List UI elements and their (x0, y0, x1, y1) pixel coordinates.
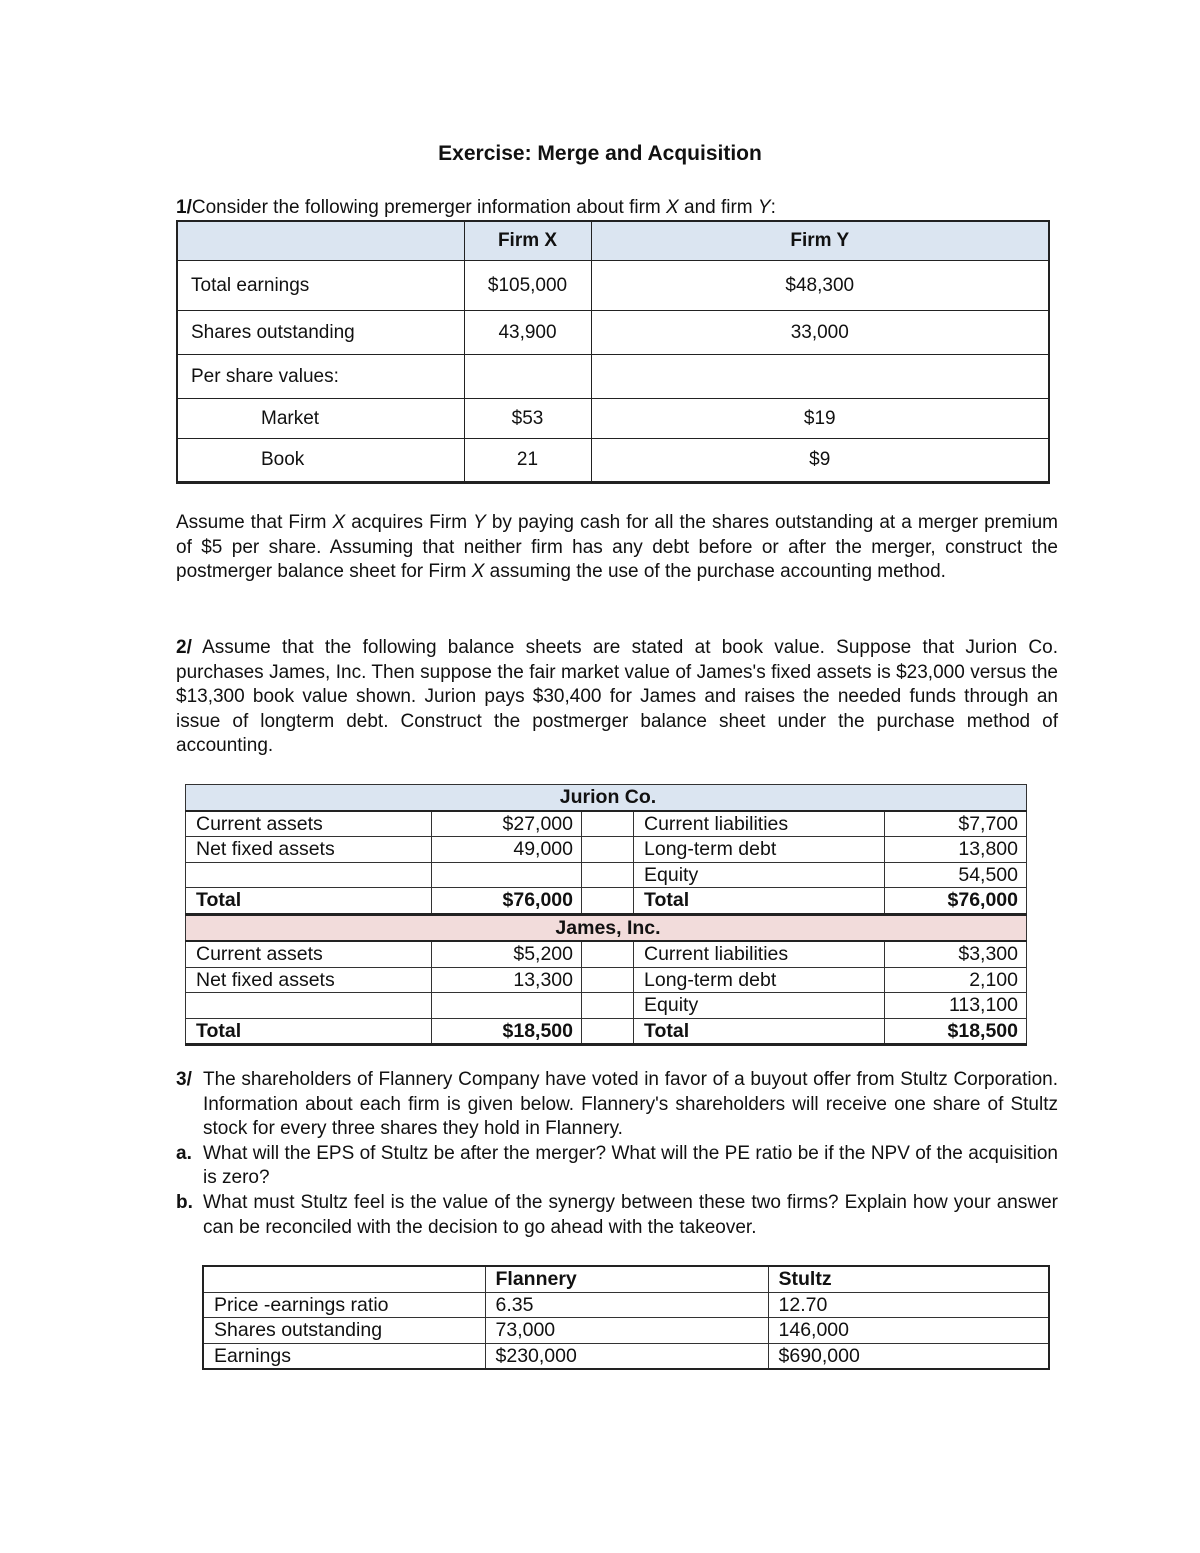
stultz-value: 12.70 (768, 1292, 1049, 1318)
firm-y-value: $9 (591, 439, 1049, 483)
firm-y-value: $48,300 (591, 261, 1049, 311)
spacer-cell (582, 837, 634, 863)
q3-part-b (176, 1191, 1058, 1240)
liability-value: 54,500 (885, 862, 1027, 888)
premerger-header-firm-y: Firm Y (591, 221, 1049, 261)
table-row (186, 888, 1027, 915)
flannery-value: 6.35 (485, 1292, 768, 1318)
q1-para-x: X (332, 512, 346, 533)
asset-label: Total (186, 888, 432, 915)
row-label: Per share values: (177, 355, 464, 399)
q1-para-part: by paying cash for all the shares outstanding at a merger premium of $5 per share. Assuming that neither firm has any debt before or after the merger, construct the postmerger balance sheet for Firm (176, 512, 1058, 583)
stultz-value: 146,000 (768, 1318, 1049, 1344)
asset-value: $18,500 (432, 1018, 582, 1045)
flannery-value: 73,000 (485, 1318, 768, 1344)
spacer-cell (582, 1018, 634, 1045)
asset-label (186, 862, 432, 888)
spacer-cell (582, 993, 634, 1019)
q1-para-part: acquires Firm (345, 512, 474, 533)
table-row (177, 311, 1049, 355)
firm-x-value: 21 (464, 439, 591, 483)
premerger-table (176, 220, 1050, 484)
balance-sheets-table (185, 784, 1027, 1046)
q1-number: 1/ (176, 197, 192, 218)
q1-paragraph (176, 511, 1058, 585)
table-row (186, 837, 1027, 863)
jurion-name: Jurion Co. (186, 785, 1027, 811)
liability-value: $7,700 (885, 811, 1027, 837)
q1-para-x: X (471, 561, 485, 583)
asset-label: Total (186, 1018, 432, 1045)
header-stultz: Stultz (768, 1266, 1049, 1292)
flannery-value: $230,000 (485, 1343, 768, 1369)
liability-value: $18,500 (885, 1018, 1027, 1045)
q3-number: 3/ (176, 1069, 192, 1090)
q1-intro-suffix: : (770, 197, 776, 218)
table-row (186, 862, 1027, 888)
liability-value: 113,100 (885, 993, 1027, 1019)
firm-x-value: $105,000 (464, 261, 591, 311)
asset-label (186, 993, 432, 1019)
premerger-header-firm-x: Firm X (464, 221, 591, 261)
header-flannery: Flannery (485, 1266, 768, 1292)
q2-paragraph (176, 636, 1058, 759)
table-row (203, 1318, 1049, 1344)
row-label: Market (177, 399, 464, 439)
asset-value: 49,000 (432, 837, 582, 863)
q3-b-mark: b. (176, 1191, 193, 1213)
liability-label: Total (634, 1018, 885, 1045)
spacer-cell (582, 811, 634, 837)
asset-label: Current assets (186, 941, 432, 967)
liability-label: Total (634, 888, 885, 915)
q1-intro-mid: and firm (678, 197, 758, 218)
asset-value: $76,000 (432, 888, 582, 915)
q1-intro-x: X (666, 197, 679, 218)
firm-y-value (591, 355, 1049, 399)
table-row (186, 941, 1027, 967)
q1-para-part: Assume that Firm (176, 512, 333, 533)
flannery-stultz-table (202, 1265, 1050, 1370)
table-row (177, 261, 1049, 311)
q2-number: 2/ (176, 637, 192, 658)
spacer-cell (582, 888, 634, 915)
liability-label: Long-term debt (634, 837, 885, 863)
spacer-cell (582, 967, 634, 993)
asset-value: 13,300 (432, 967, 582, 993)
table-row (203, 1343, 1049, 1369)
firm-y-value: $19 (591, 399, 1049, 439)
q1-intro-y: Y (757, 197, 771, 218)
row-label: Shares outstanding (203, 1318, 485, 1344)
q3-text: The shareholders of Flannery Company have voted in favor of a buyout offer from Stultz Corporation. Information about each firm is given below. Flannery's shareholders will receive one share of Stultz stock for every three shares they hold in Flannery. (203, 1069, 1058, 1140)
liability-label: Equity (634, 862, 885, 888)
liability-value: $3,300 (885, 941, 1027, 967)
liability-label: Long-term debt (634, 967, 885, 993)
james-header-row (186, 914, 1027, 941)
q3-part-a (176, 1142, 1058, 1191)
premerger-header-blank (177, 221, 464, 261)
q1-para-y: Y (473, 512, 486, 533)
row-label: Total earnings (177, 261, 464, 311)
row-label: Earnings (203, 1343, 485, 1369)
q1-intro-text: Consider the following premerger information about firm (191, 197, 667, 218)
asset-value (432, 993, 582, 1019)
q3-b-text: What must Stultz feel is the value of the synergy between these two firms? Explain how your answer can be reconciled with the decision to go ahead with the takeover. (203, 1191, 1058, 1238)
liability-value: $76,000 (885, 888, 1027, 915)
liability-value: 13,800 (885, 837, 1027, 863)
liability-label: Current liabilities (634, 941, 885, 967)
firm-x-value: 43,900 (464, 311, 591, 355)
firm-x-value: $53 (464, 399, 591, 439)
firm-x-value (464, 355, 591, 399)
asset-value: $5,200 (432, 941, 582, 967)
asset-value (432, 862, 582, 888)
row-label: Book (177, 439, 464, 483)
table-row (186, 1018, 1027, 1045)
q3-intro (176, 1068, 1058, 1142)
table-row (186, 967, 1027, 993)
q2-text: Assume that the following balance sheets are stated at book value. Suppose that Jurion Co. purchases James, Inc. Then suppose the fair market value of James's fixed assets is $23,000 versus the $13,300 book value shown. Jurion pays $30,400 for James and raises the needed funds through an issue of longterm debt. Construct the postmerger balance sheet under the purchase method of accounting. (176, 637, 1058, 757)
table-row (186, 993, 1027, 1019)
table-row (186, 811, 1027, 837)
table-row (203, 1292, 1049, 1318)
q1-intro (176, 197, 776, 219)
liability-label: Equity (634, 993, 885, 1019)
page-title: Exercise: Merge and Acquisition (438, 142, 762, 165)
table-row (177, 439, 1049, 483)
liability-label: Current liabilities (634, 811, 885, 837)
james-name: James, Inc. (186, 914, 1027, 941)
q3-section (176, 1068, 1058, 1240)
stultz-value: $690,000 (768, 1343, 1049, 1369)
table-row (177, 399, 1049, 439)
liability-value: 2,100 (885, 967, 1027, 993)
spacer-cell (582, 862, 634, 888)
asset-label: Net fixed assets (186, 967, 432, 993)
table-row (177, 355, 1049, 399)
q1-para-part: assuming the use of the purchase accounting method. (484, 561, 946, 583)
table-header-row (203, 1266, 1049, 1292)
asset-label: Current assets (186, 811, 432, 837)
jurion-header-row (186, 785, 1027, 811)
asset-value: $27,000 (432, 811, 582, 837)
asset-label: Net fixed assets (186, 837, 432, 863)
row-label: Shares outstanding (177, 311, 464, 355)
header-blank (203, 1266, 485, 1292)
row-label: Price -earnings ratio (203, 1292, 485, 1318)
q3-a-mark: a. (176, 1142, 192, 1164)
firm-y-value: 33,000 (591, 311, 1049, 355)
spacer-cell (582, 941, 634, 967)
q3-a-text: What will the EPS of Stultz be after the merger? What will the PE ratio be if the NPV of the acquisition is zero? (203, 1142, 1058, 1189)
